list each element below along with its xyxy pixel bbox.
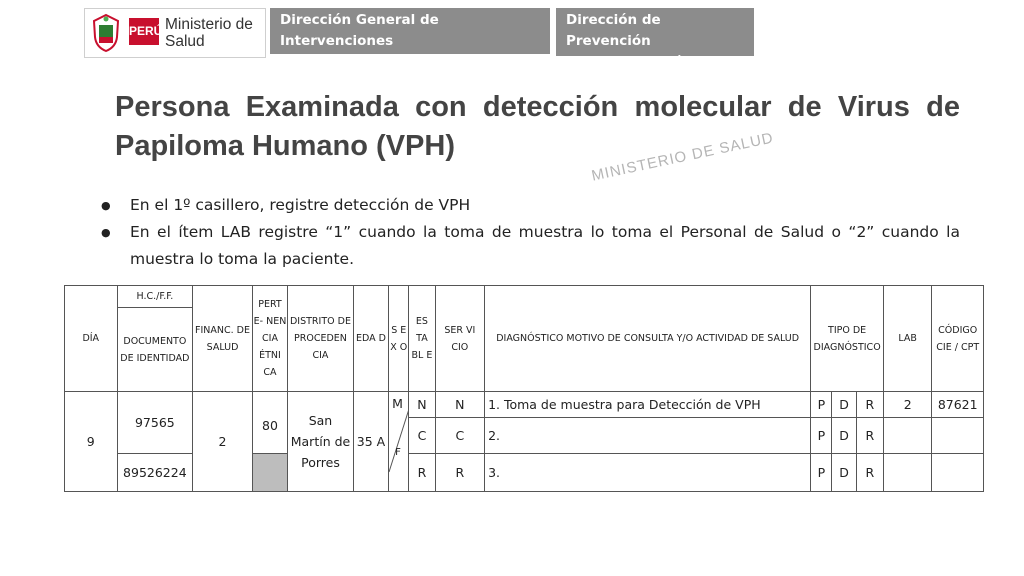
list-item: [101, 192, 960, 219]
cell-establ-2: C: [409, 418, 435, 454]
cell-etnia: 80: [252, 392, 287, 454]
cell-code-2: [932, 418, 984, 454]
cell-serv-3: R: [435, 454, 484, 492]
cell-diag-3: 3.: [485, 454, 811, 492]
header-box-dgiesp: [270, 8, 550, 70]
instruction-list: [101, 192, 960, 273]
ministry-name: Ministerio de Salud: [165, 16, 253, 50]
cell-r-2: R: [856, 418, 883, 454]
cell-lab-2: [883, 418, 931, 454]
peru-label: PERÚ: [129, 18, 159, 45]
cell-p-1: P: [811, 392, 832, 418]
cell-lab-1: 2: [883, 392, 931, 418]
cell-etnia-shaded: [252, 454, 287, 492]
registry-table: [64, 285, 984, 492]
instruction-text: En el ítem LAB registre “1” cuando la toma de muestra lo toma el Personal de Salud o “2” cuando la muestra lo toma la paciente.: [130, 223, 960, 268]
header-codigo: CÓDIGO CIE / CPT: [932, 286, 984, 392]
cell-distrito: San Martín de Porres: [288, 392, 354, 492]
cell-p-3: P: [811, 454, 832, 492]
cell-d-3: D: [832, 454, 856, 492]
cell-documento: 89526224: [117, 454, 193, 492]
header-box-dgiesp-line2: Estratégicas en Salud Pública: [280, 54, 506, 70]
cell-serv-2: C: [435, 418, 484, 454]
header-servicio: SER VI CIO: [435, 286, 484, 392]
header-box-dgiesp-line1: Dirección General de Intervenciones: [280, 12, 439, 49]
header-lab: LAB: [883, 286, 931, 392]
cell-lab-3: [883, 454, 931, 492]
page-title: Persona Examinada con detección molecular de Virus de Papiloma Humano (VPH): [115, 91, 960, 162]
cell-p-2: P: [811, 418, 832, 454]
header-pertenencia: PERT E- NEN CIA ÉTNI CA: [252, 286, 287, 392]
sexo-m: M: [392, 396, 403, 411]
cell-diag-2: 2.: [485, 418, 811, 454]
bullet-icon: ●: [101, 226, 111, 239]
header-financ: FINANC. DE SALUD: [193, 286, 253, 392]
watermark: MINISTERIO DE SALUD: [590, 129, 776, 185]
header-distrito: DISTRITO DE PROCEDEN CIA: [288, 286, 354, 392]
cell-diag-1: 1. Toma de muestra para Detección de VPH: [485, 392, 811, 418]
cell-r-1: R: [856, 392, 883, 418]
header-box-prevencion-line2: y Control de Cáncer: [566, 54, 716, 70]
cell-financ: 2: [193, 392, 253, 492]
cell-dia: 9: [65, 392, 118, 492]
header-tipo: TIPO DE DIAGNÓSTICO: [811, 286, 884, 392]
cell-edad: 35 A: [353, 392, 388, 492]
cell-sexo: [389, 392, 409, 492]
instruction-text: En el 1º casillero, registre detección de VPH: [130, 196, 471, 214]
header-box-prevencion-line1: Dirección de Prevención: [566, 12, 661, 49]
header-sexo: S E X O: [389, 286, 409, 392]
sexo-f: F: [395, 447, 401, 458]
cell-d-2: D: [832, 418, 856, 454]
list-item: [101, 219, 960, 273]
cell-establ-3: R: [409, 454, 435, 492]
bullet-icon: ●: [101, 199, 111, 212]
cell-hc: 97565: [117, 392, 193, 454]
cell-establ-1: N: [409, 392, 435, 418]
coat-of-arms-icon: [91, 13, 121, 53]
cell-serv-1: N: [435, 392, 484, 418]
header-documento: DOCUMENTO DE IDENTIDAD: [117, 308, 193, 392]
cell-code-1: 87621: [932, 392, 984, 418]
header-box-prevencion: [556, 8, 754, 70]
cell-d-1: D: [832, 392, 856, 418]
header-diagnostico: DIAGNÓSTICO MOTIVO DE CONSULTA Y/O ACTIVIDAD DE SALUD: [485, 286, 811, 392]
header-dia: DÍA: [65, 286, 118, 392]
header-hcff: H.C./F.F.: [117, 286, 193, 308]
cell-code-3: [932, 454, 984, 492]
cell-r-3: R: [856, 454, 883, 492]
header-establ: ES TA BL E: [409, 286, 435, 392]
ministerio-de-salud-logo: [84, 8, 266, 58]
header-edad: EDA D: [353, 286, 388, 392]
